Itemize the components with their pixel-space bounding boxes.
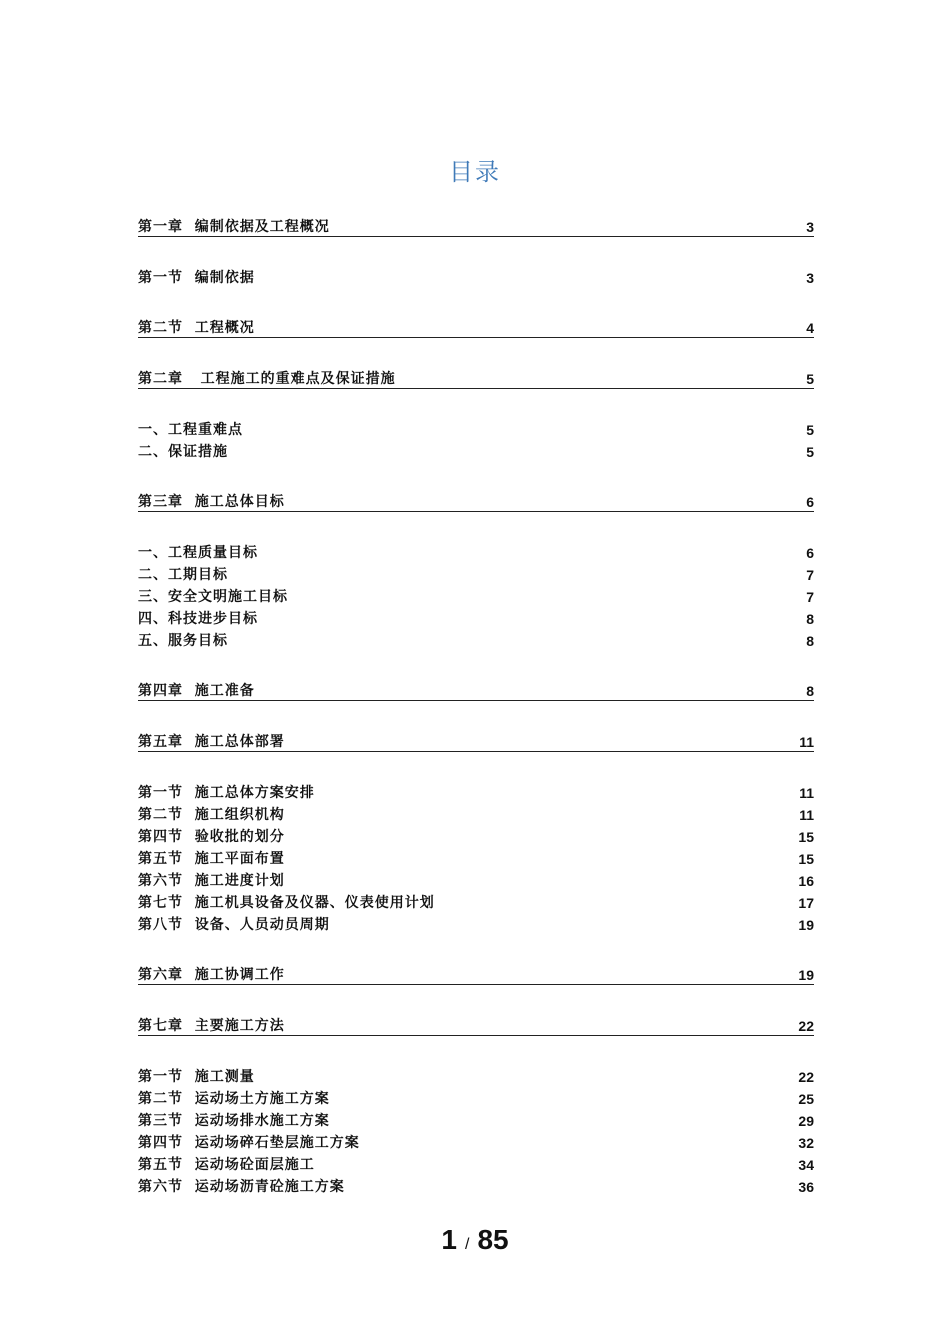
toc-entry-label: 第五章 施工总体部署 [138,734,285,750]
toc-entry-page: 8 [806,611,814,627]
toc-entry[interactable] [138,1013,814,1036]
toc-entry-page: 8 [806,683,814,699]
toc-entry-label: 第三节 运动场排水施工方案 [138,1113,330,1129]
toc-entry[interactable] [138,214,814,237]
toc-entry[interactable] [138,489,814,512]
toc-entry-label: 第一节 施工测量 [138,1069,255,1085]
toc-entry[interactable] [138,606,814,628]
toc-entry-label: 一、工程重难点 [138,422,243,438]
toc-entry-page: 6 [806,545,814,561]
toc-entry[interactable] [138,824,814,846]
toc-entry-label: 第二章 工程施工的重难点及保证措施 [138,371,396,387]
toc-entry-page: 29 [798,1113,814,1129]
toc-entry-label: 第五节 施工平面布置 [138,851,285,867]
toc-entry-page: 5 [806,371,814,387]
toc-entry-page: 3 [806,219,814,235]
toc-entry[interactable] [138,366,814,389]
toc-entry-label: 一、工程质量目标 [138,545,258,561]
toc-entry[interactable] [138,890,814,912]
toc-entry-page: 22 [798,1018,814,1034]
toc-entry-page: 5 [806,422,814,438]
toc-entry[interactable] [138,1152,814,1174]
toc-entry[interactable] [138,729,814,752]
toc-entry-label: 四、科技进步目标 [138,611,258,627]
toc-entry[interactable] [138,439,814,461]
toc-entry[interactable] [138,417,814,439]
toc-entry-page: 11 [799,785,814,801]
toc-entry-label: 第六节 施工进度计划 [138,873,285,889]
toc-entry-page: 16 [798,873,814,889]
toc-entry-label: 第二节 工程概况 [138,320,255,336]
toc-entry[interactable] [138,315,814,338]
toc-entry-label: 第七章 主要施工方法 [138,1018,285,1034]
toc-entry-label: 第四章 施工准备 [138,683,255,699]
toc-entry[interactable] [138,540,814,562]
toc-entry-label: 第一节 编制依据 [138,270,255,286]
toc-entry-page: 22 [798,1069,814,1085]
toc-entry[interactable] [138,846,814,868]
toc-entry[interactable] [138,584,814,606]
toc-entry-label: 第一节 施工总体方案安排 [138,785,315,801]
toc-entry-page: 6 [806,494,814,510]
toc-entry-label: 第七节 施工机具设备及仪器、仪表使用计划 [138,895,435,911]
page-title: 目录 [449,158,501,186]
toc-entry[interactable] [138,802,814,824]
toc-entry-page: 7 [806,589,814,605]
toc-entry-page: 8 [806,633,814,649]
toc-entry-label: 第一章 编制依据及工程概况 [138,219,330,235]
toc-entry[interactable] [138,562,814,584]
toc-entry-page: 17 [798,895,814,911]
toc-entry-label: 二、工期目标 [138,567,228,583]
page-number-current: 1 [441,1224,457,1255]
toc-entry-label: 第二节 施工组织机构 [138,807,285,823]
toc-entry[interactable] [138,678,814,701]
toc-entry-page: 34 [798,1157,814,1173]
toc-entry-page: 4 [806,320,814,336]
toc-entry-label: 五、服务目标 [138,633,228,649]
toc-entry[interactable] [138,1108,814,1130]
toc-entry-page: 19 [798,917,814,933]
toc-entry-label: 第四节 运动场碎石垫层施工方案 [138,1135,360,1151]
toc-entry-page: 15 [798,829,814,845]
toc-entry-page: 3 [806,270,814,286]
toc-entry[interactable] [138,1130,814,1152]
toc-entry-label: 第八节 设备、人员动员周期 [138,917,330,933]
toc-entry[interactable] [138,780,814,802]
toc-entry-label: 第三章 施工总体目标 [138,494,285,510]
toc-entry-page: 5 [806,444,814,460]
toc-entry-label: 三、安全文明施工目标 [138,589,288,605]
toc-entry-page: 15 [798,851,814,867]
toc-entry-label: 第六章 施工协调工作 [138,967,285,983]
toc-entry-page: 11 [799,734,814,750]
toc-entry-label: 第四节 验收批的划分 [138,829,285,845]
toc-entry-label: 第六节 运动场沥青砼施工方案 [138,1179,345,1195]
page-number-total: 85 [477,1224,509,1255]
toc-entry[interactable] [138,628,814,650]
toc-entry-page: 32 [798,1135,814,1151]
toc-entry[interactable] [138,868,814,890]
toc-list [138,0,814,1344]
page-number [0,1224,950,1256]
toc-entry[interactable] [138,265,814,287]
toc-entry-label: 第五节 运动场砼面层施工 [138,1157,315,1173]
toc-entry[interactable] [138,912,814,934]
toc-entry-page: 19 [798,967,814,983]
toc-entry[interactable] [138,962,814,985]
toc-entry[interactable] [138,1086,814,1108]
toc-entry[interactable] [138,1174,814,1196]
toc-entry-page: 36 [798,1179,814,1195]
toc-entry-page: 11 [799,807,814,823]
page-number-separator: / [464,1236,470,1253]
toc-entry-label: 二、保证措施 [138,444,228,460]
toc-entry-page: 7 [806,567,814,583]
toc-entry[interactable] [138,1064,814,1086]
toc-entry-label: 第二节 运动场土方施工方案 [138,1091,330,1107]
toc-entry-page: 25 [798,1091,814,1107]
